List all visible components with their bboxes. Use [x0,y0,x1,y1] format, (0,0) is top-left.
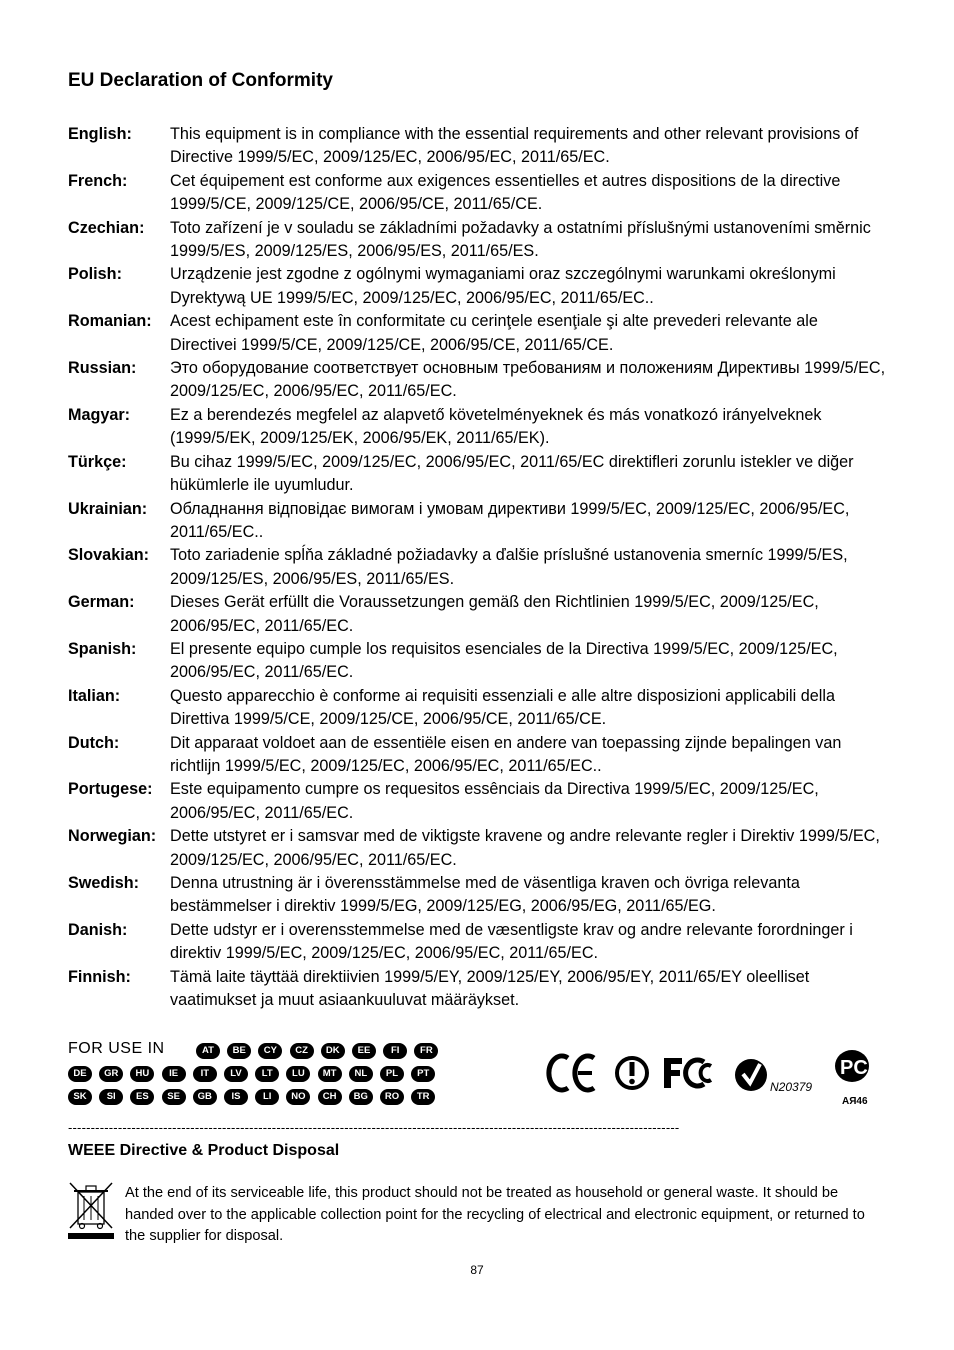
declaration-language: German: [68,593,135,612]
declaration-row [68,263,888,310]
country-badge: FR [414,1043,438,1059]
declaration-language: Romanian: [68,312,152,331]
declaration-language: French: [68,171,128,190]
country-badge: BG [349,1089,373,1105]
declaration-text: This equipment is in compliance with the essential requirements and other relevant provisions of Directive 1999/5/EC, 2009/125/EC, 2006/95/EC, 2011/65/EC. [170,125,859,167]
country-badge: CZ [290,1043,314,1059]
country-badge: ES [130,1089,154,1105]
separator-line: --------------------------------------------------------------------------------------------------------------------------------------- [68,1120,680,1135]
declaration-row [68,404,888,451]
country-badge: IE [162,1066,186,1082]
ce-mark-icon [549,1056,594,1090]
country-badge: TR [411,1089,435,1105]
declaration-text: Este equipamento cumpre os requesitos essênciais da Directiva 1999/5/EC, 2009/125/EC, 2006/95/EC, 2011/65/EC. [170,780,819,822]
declaration-language: Czechian: [68,218,145,237]
declaration-language: Slovakian: [68,546,149,565]
page-title: EU Declaration of Conformity [68,70,333,91]
declaration-row [68,638,888,685]
declaration-language: Italian: [68,686,121,705]
declaration-text: Cet équipement est conforme aux exigences essentielles et autres dispositions de la directive 1999/5/CE, 2009/125/CE, 2006/95/CE, 2011/65/CE. [170,171,841,214]
declaration-row [68,825,888,872]
declaration-language: Magyar: [68,405,131,424]
declaration-row [68,966,888,1013]
declaration-text: Ez a berendezés megfelel az alapvető követelményeknek és más vonatkozó irányelveknek (1999/5/EK, 2009/125/EK, 2006/95/EK, 2011/65/EK). [170,405,822,448]
country-badge: LV [224,1066,248,1082]
declaration-language: English: [68,125,132,143]
declaration-language: Finnish: [68,967,131,986]
c-tick-mark-icon [735,1059,812,1094]
declaration-text: Toto zariadenie spĺňa základné požiadavky a ďalšie príslušné ustanovenia smerníc 1999/5/ES, 2009/125/ES, 2006/95/ES, 2011/65/ES. [170,546,848,588]
country-badge: RO [380,1089,404,1105]
declaration-text: Bu cihaz 1999/5/EC, 2009/125/EC, 2006/95/EC, 2011/65/EC direktifleri zorunlu istekler ve diğer hükümlerle ile uyumludur. [170,452,854,495]
declaration-language: Türkçe: [68,452,127,471]
declaration-row [68,217,888,264]
declaration-text: Dette utstyret er i samsvar med de viktigste kravene og andre relevante regler i Direktiv 1999/5/EC, 2009/125/EC, 2006/95/EC, 2011/65/EC. [170,827,880,869]
declaration-row [68,919,888,966]
country-badge: NO [286,1089,310,1105]
gost-mark-icon [835,1050,869,1106]
declaration-text: Questo apparecchio è conforme ai requisiti essenziali e alle altre disposizioni applicabili della Direttiva 1999/5/CE, 2009/125/CE, 2006/95/CE, 2011/65/CE. [170,686,835,729]
page-number: 87 [470,1263,484,1277]
declaration-row [68,685,888,732]
declaration-row [68,123,888,170]
declaration-text: Denna utrustning är i överensstämmelse med de väsentliga kraven och övriga relevanta bestämmelser i direktiv 1999/5/EG, 2009/125/EG, 2006/95/EG, 2011/65/EG. [170,874,800,916]
certification-marks [546,1044,891,1106]
country-badge: NL [349,1066,373,1082]
declaration-language: Norwegian: [68,827,157,846]
declaration-language: Spanish: [68,639,137,658]
country-badge: PL [380,1066,404,1082]
declaration-language: Ukrainian: [68,499,148,518]
for-use-in-label: FOR USE IN [68,1040,165,1057]
declaration-text: Dieses Gerät erfüllt die Voraussetzungen gemäß den Richtlinien 1999/5/EC, 2009/125/EC, 2006/95/EC, 2011/65/EC. [170,593,819,635]
country-badge: EE [352,1043,376,1059]
declaration-row [68,170,888,217]
weee-text: At the end of its serviceable life, this product should not be treated as household or general waste. It should be handed over to the applicable collection point for the recycling of electrical and electronic equipment, or returned to the supplier for disposal. [125,1185,865,1244]
declaration-row [68,872,888,919]
declaration-text: Tämä laite täyttää direktiivien 1999/5/EY, 2009/125/EY, 2006/95/EY, 2011/65/EY oleelliset vaatimukset ja muut asiaankuuluvat määräykset. [170,967,810,1010]
declaration-text: Urządzenie jest zgodne z ogólnymi wymaganiami oraz szczególnymi warunkami określonymi Dyrektywą UE 1999/5/EC, 2009/125/EC, 2006/95/EC, 2011/65/EC.. [170,265,836,307]
declaration-language: Polish: [68,265,122,284]
country-badge: SE [162,1089,186,1105]
ctick-code: N20379 [770,1080,813,1094]
declaration-list [68,123,888,1012]
country-badge: LU [286,1066,310,1082]
declaration-text: Toto zařízení je v souladu se základními požadavky a ostatními příslušnými ustanoveními směrnic 1999/5/ES, 2009/125/ES, 2006/95/ES, 2011/65/ES. [170,218,871,261]
country-badge: SK [68,1089,92,1105]
country-badge: AT [196,1043,220,1059]
svg-text:PC: PC [840,1057,868,1079]
country-badge: DK [321,1043,345,1059]
country-badge: FI [383,1043,407,1059]
country-badge: IT [193,1066,217,1082]
declaration-text: Dit apparaat voldoet aan de essentiële eisen en andere van toepassing zijnde bepalingen van richtlijn 1999/5/EC, 2009/125/EC, 2006/95/EC, 2011/65/EC.. [170,733,842,775]
country-badge: HU [130,1066,154,1082]
declaration-row [68,357,888,404]
crossed-out-bin-icon [68,1180,114,1242]
country-badge: GB [193,1089,217,1105]
declaration-text: Acest echipament este în conformitate cu cerinţele esenţiale şi alte prevederi relevante ale Directivei 1999/5/CE, 2009/125/CE, 2006/95/CE, 2011/65/CE. [170,312,818,354]
fcc-mark-icon [664,1058,711,1088]
declaration-row [68,498,888,545]
country-badge: PT [411,1066,435,1082]
declaration-row [68,732,888,779]
declaration-language: Danish: [68,920,128,939]
declaration-text: Обладнання відповідає вимогам і умовам директиви 1999/5/EC, 2009/125/EC, 2006/95/EC, 2011/65/EC.. [170,499,850,541]
country-badge: LI [255,1089,279,1105]
weee-title: WEEE Directive & Product Disposal [68,1142,340,1159]
declaration-language: Dutch: [68,733,120,752]
country-badge: GR [99,1066,123,1082]
country-badge: DE [68,1066,92,1082]
declaration-language: Swedish: [68,874,140,892]
declaration-text: El presente equipo cumple los requisitos esenciales de la Directiva 1999/5/EC, 2009/125/EC, 2006/95/EC, 2011/65/EC. [170,639,838,682]
gost-code: АЯ46 [842,1096,868,1106]
declaration-language: Portugese: [68,780,153,799]
country-badge: SI [99,1089,123,1105]
country-badge: MT [318,1066,342,1082]
declaration-row [68,310,888,357]
declaration-text: Dette udstyr er i overensstemmelse med de væsentligste krav og andre relevante forordninger i direktiv 1999/5/EC, 2009/125/EC, 2006/95/EC, 2011/65/EC. [170,920,853,963]
declaration-language: Russian: [68,359,137,378]
declaration-text: Это оборудование соответствует основным требованиям и положениям Директивы 1999/5/EC, 2009/125/EC, 2006/95/EC, 2011/65/EC. [170,359,886,401]
country-badge: CH [318,1089,342,1105]
country-badge: CY [258,1043,282,1059]
declaration-row [68,544,888,591]
country-badge: LT [255,1066,279,1082]
alert-mark-icon [617,1058,647,1088]
declaration-row [68,591,888,638]
country-badge: IS [224,1089,248,1105]
country-badge: BE [227,1043,251,1059]
declaration-row [68,451,888,498]
declaration-row [68,778,888,825]
